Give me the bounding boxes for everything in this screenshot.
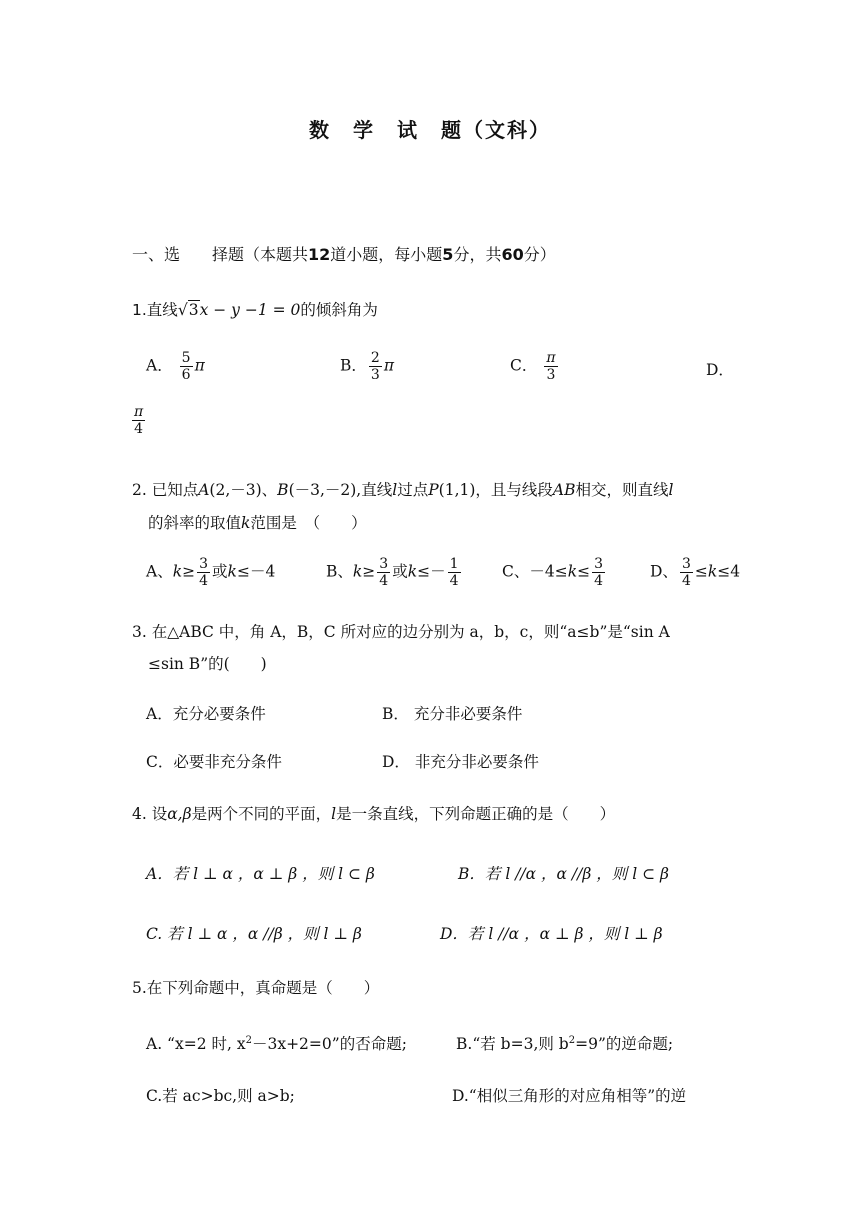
q2-mid: 过点 xyxy=(397,481,429,499)
q3-option-c: C．必要非充分条件 xyxy=(146,753,282,771)
point-a: A xyxy=(198,481,210,499)
question-4-stem xyxy=(132,802,615,824)
planes-alpha-beta: α,β xyxy=(167,805,192,823)
pi-symbol: π xyxy=(194,356,205,375)
or-word: 或 xyxy=(392,562,408,581)
fraction xyxy=(544,350,557,383)
point-p-coord: (1,1)，且与线段 xyxy=(438,481,553,499)
fraction xyxy=(448,556,461,589)
q5-option-a xyxy=(146,1032,407,1054)
q3-option-b: B． 充分非必要条件 xyxy=(382,705,523,723)
point-b-coord: (－3,－2),直线 xyxy=(288,481,393,499)
operator: ≥ xyxy=(182,562,196,581)
option-label: C． xyxy=(510,356,538,375)
q4-mid: 是两个不同的平面， xyxy=(191,805,332,823)
fraction xyxy=(132,404,145,437)
q1-equation: x − y −1 = 0 xyxy=(199,301,301,319)
question-count: 12 xyxy=(308,245,331,264)
q1-option-d-value xyxy=(130,404,147,437)
option-label: C、 xyxy=(502,562,530,581)
q4-pre: 4. 设 xyxy=(132,805,168,823)
question-2-line-1 xyxy=(132,478,673,500)
question-number: 1. xyxy=(132,301,147,319)
bound: ≤－ xyxy=(417,562,446,581)
numerator: 3 xyxy=(199,556,209,572)
section-end: 分） xyxy=(523,245,556,264)
q2-option-b xyxy=(326,556,463,589)
section-heading xyxy=(132,242,556,265)
fraction xyxy=(592,556,605,589)
q1-option-c xyxy=(510,350,560,383)
numerator: 3 xyxy=(379,556,389,572)
q1-pre: 直线 xyxy=(146,301,178,319)
denominator: 3 xyxy=(546,367,556,384)
q5-b-pre: B.“若 b=3,则 b xyxy=(456,1035,569,1053)
q2-option-a xyxy=(146,556,275,589)
operator: ≥ xyxy=(362,562,376,581)
line-l: l xyxy=(392,481,398,499)
variable-k: k xyxy=(707,562,718,581)
q1-option-b xyxy=(340,350,394,383)
fraction xyxy=(369,350,382,383)
denominator: 4 xyxy=(681,573,691,590)
operator: ≤ xyxy=(577,562,591,581)
section-mid: 道小题，每小题 xyxy=(330,245,443,264)
numerator: 2 xyxy=(370,350,380,366)
superscript: 2 xyxy=(245,1034,252,1046)
section-mid2: 分，共 xyxy=(453,245,502,264)
point-p: P xyxy=(428,481,439,499)
numerator: 5 xyxy=(181,350,191,366)
q4-option-c: C. 若 l ⊥ α ，α //β ，则 l ⊥ β xyxy=(146,925,362,943)
q4-option-b: B．若 l //α ，α //β ，则 l ⊂ β xyxy=(458,865,669,883)
denominator: 4 xyxy=(199,573,209,590)
variable-k: k xyxy=(172,562,183,581)
option-label: A、 xyxy=(146,562,173,581)
numerator: π xyxy=(546,350,556,366)
sqrt-symbol: √3 xyxy=(177,301,199,319)
line-l: l xyxy=(668,481,674,499)
bound: ≤4 xyxy=(717,562,741,581)
q2-option-c xyxy=(502,556,607,589)
score-total: 60 xyxy=(501,245,524,264)
q1-option-a xyxy=(146,350,205,383)
q2-pre: 2. 已知点 xyxy=(132,481,199,499)
question-5-stem: 5.在下列命题中，真命题是（ ） xyxy=(132,979,380,997)
question-3-line-2: ≤sin B”的( ) xyxy=(148,655,267,673)
q5-option-d: D.“相似三角形的对应角相等”的逆 xyxy=(452,1087,687,1105)
denominator: 4 xyxy=(134,421,144,438)
q5-option-c: C.若 ac>bc,则 a>b; xyxy=(146,1087,295,1105)
q5-a-pre: A. “x=2 时, x xyxy=(146,1035,246,1053)
segment-ab: AB xyxy=(552,481,576,499)
line-l: l xyxy=(331,805,337,823)
variable-k: k xyxy=(407,562,418,581)
option-label: B、 xyxy=(326,562,353,581)
fraction xyxy=(180,350,193,383)
bound: －4≤ xyxy=(529,562,568,581)
point-b: B xyxy=(277,481,289,499)
q1-post: 的倾斜角为 xyxy=(300,301,378,319)
question-1-stem xyxy=(132,298,378,320)
fraction xyxy=(197,556,210,589)
q1-option-d-label: D． xyxy=(706,361,734,379)
q5-b-post: =9”的逆命题; xyxy=(575,1035,674,1053)
numerator: 3 xyxy=(594,556,604,572)
denominator: 3 xyxy=(370,367,380,384)
q3-option-a: A．充分必要条件 xyxy=(146,705,266,723)
bound: ≤－4 xyxy=(236,562,276,581)
page-title: 数 学 试 题（文科） xyxy=(309,118,551,142)
q5-option-b xyxy=(456,1032,673,1054)
q4-post: 是一条直线，下列命题正确的是（ ） xyxy=(336,805,616,823)
option-label: A． xyxy=(146,356,173,375)
option-label: D、 xyxy=(650,562,678,581)
numerator: 3 xyxy=(681,556,691,572)
q3-option-d: D． 非充分非必要条件 xyxy=(382,753,539,771)
q4-option-d: D．若 l //α ，α ⊥ β ，则 l ⊥ β xyxy=(440,925,663,943)
variable-k: k xyxy=(352,562,363,581)
denominator: 4 xyxy=(594,573,604,590)
point-a-coord: (2,－3)、 xyxy=(209,481,278,499)
section-label: 一、选 择题（本题共 xyxy=(132,245,309,264)
question-2-line-2 xyxy=(148,511,367,533)
q2-option-d xyxy=(650,556,740,589)
pi-symbol: π xyxy=(383,356,394,375)
variable-k: k xyxy=(567,562,578,581)
question-3-line-1: 3. 在△ABC 中，角 A，B，C 所对应的边分别为 a，b，c，则“a≤b”是“sin A xyxy=(132,623,670,641)
q2-line2-pre: 的斜率的取值 xyxy=(148,514,242,532)
variable-k: k xyxy=(227,562,237,581)
fraction xyxy=(680,556,693,589)
numerator: π xyxy=(134,404,144,420)
numerator: 1 xyxy=(449,556,459,572)
q2-line2-end: 范围是 （ ） xyxy=(250,514,367,532)
superscript: 2 xyxy=(568,1034,576,1046)
or-word: 或 xyxy=(212,562,228,581)
denominator: 4 xyxy=(379,573,389,590)
q4-option-a: A．若 l ⊥ α ，α ⊥ β ，则 l ⊂ β xyxy=(146,865,375,883)
radicand: 3 xyxy=(188,301,199,319)
q2-line1-end: 相交，则直线 xyxy=(575,481,669,499)
denominator: 4 xyxy=(449,573,459,590)
denominator: 6 xyxy=(181,367,191,384)
fraction xyxy=(377,556,390,589)
score-each: 5 xyxy=(442,245,454,264)
q5-a-post: －3x+2=0”的否命题; xyxy=(251,1035,407,1053)
variable-k: k xyxy=(241,514,251,532)
operator: ≤ xyxy=(694,562,708,581)
option-label: B． xyxy=(340,356,367,375)
